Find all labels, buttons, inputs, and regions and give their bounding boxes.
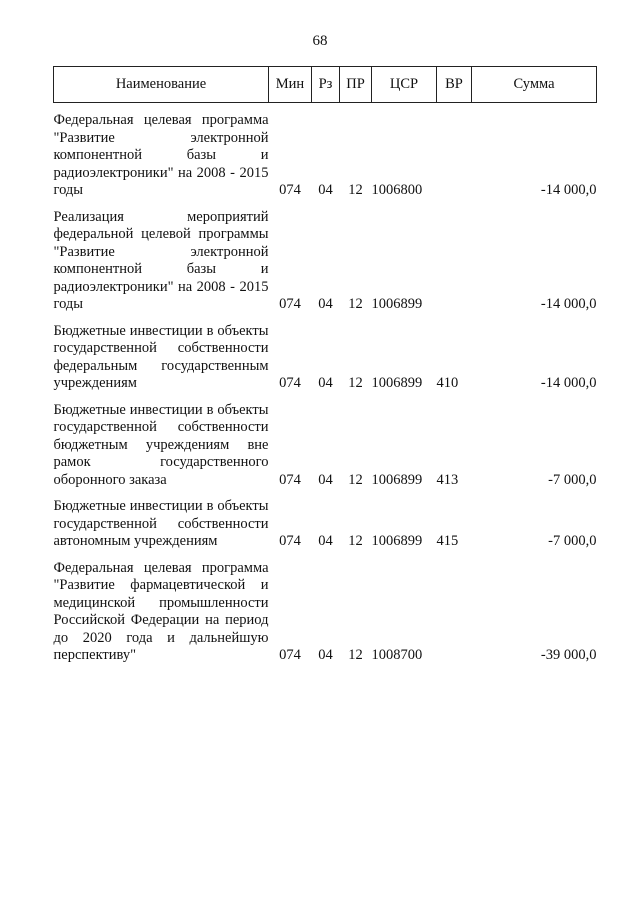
row-pr: 12 [348, 182, 363, 198]
row-min: 074 [279, 533, 301, 549]
row-rz: 04 [318, 533, 333, 549]
row-vr [437, 560, 472, 665]
row-csr: 1006899 [371, 296, 423, 312]
row-sum: -39 000,0 [540, 647, 597, 663]
row-name: Бюджетные инвестиции в объекты государственной собственности бюджетным учреждениям вне рамок государственного оборонного заказа [53, 401, 269, 488]
row-sum: -14 000,0 [540, 375, 597, 391]
row-name: Федеральная целевая программа "Развитие электронной компонентной базы и радиоэлектроники" на 2008 - 2015 годы [53, 112, 269, 198]
row-csr: 1006899 [371, 375, 423, 391]
row-sum: -7 000,0 [548, 533, 597, 549]
row-pr: 12 [348, 533, 363, 549]
header-pr: ПР [340, 67, 372, 103]
row-csr: 1008700 [371, 647, 423, 663]
header-sum: Сумма [472, 67, 597, 103]
row-sum: -7 000,0 [548, 471, 597, 488]
table-row [54, 560, 597, 665]
row-min: 074 [279, 182, 301, 198]
row-name: Бюджетные инвестиции в объекты государственной собственности федеральным государственным учреждениям [53, 322, 269, 391]
row-rz: 04 [318, 647, 333, 663]
row-min: 074 [279, 375, 301, 391]
row-csr: 1006800 [371, 182, 423, 198]
row-sum: -14 000,0 [540, 182, 597, 198]
row-vr [437, 209, 472, 314]
table-row [54, 209, 597, 314]
row-pr: 12 [348, 296, 363, 312]
row-min: 074 [279, 471, 301, 488]
row-csr: 1006899 [371, 471, 423, 488]
table-row [54, 112, 597, 200]
row-rz: 04 [318, 375, 333, 391]
row-name: Федеральная целевая программа "Развитие фармацевтической и медицинской промышленности Российской Федерации на период до 2020 года и дальнейшую перспективу" [53, 559, 269, 663]
row-rz: 04 [318, 471, 333, 488]
row-pr: 12 [348, 375, 363, 391]
table-header [54, 67, 597, 103]
row-rz: 04 [318, 296, 333, 312]
header-vr: ВР [437, 67, 472, 103]
row-vr: 415 [436, 533, 459, 549]
budget-table [53, 66, 597, 665]
row-min: 074 [279, 296, 301, 312]
row-vr: 410 [436, 375, 459, 391]
row-vr: 413 [436, 471, 459, 488]
row-sum: -14 000,0 [540, 296, 597, 312]
row-csr: 1006899 [371, 533, 423, 549]
row-name: Реализация мероприятий федеральной целевой программы "Развитие электронной компонентной базы и радиоэлектроники" на 2008 - 2015 годы [53, 208, 269, 312]
row-vr [437, 112, 472, 200]
row-min: 074 [279, 647, 301, 663]
row-pr: 12 [348, 647, 363, 663]
header-csr: ЦСР [372, 67, 437, 103]
header-name: Наименование [54, 67, 269, 103]
header-rz: Рз [312, 67, 340, 103]
row-rz: 04 [318, 182, 333, 198]
row-pr: 12 [348, 471, 363, 488]
table-row [54, 498, 597, 551]
table-row [54, 402, 597, 490]
row-name: Бюджетные инвестиции в объекты государственной собственности автономным учреждениям [53, 498, 269, 549]
page-number: 68 [312, 33, 328, 49]
table-row [54, 323, 597, 393]
header-min: Мин [269, 67, 312, 103]
